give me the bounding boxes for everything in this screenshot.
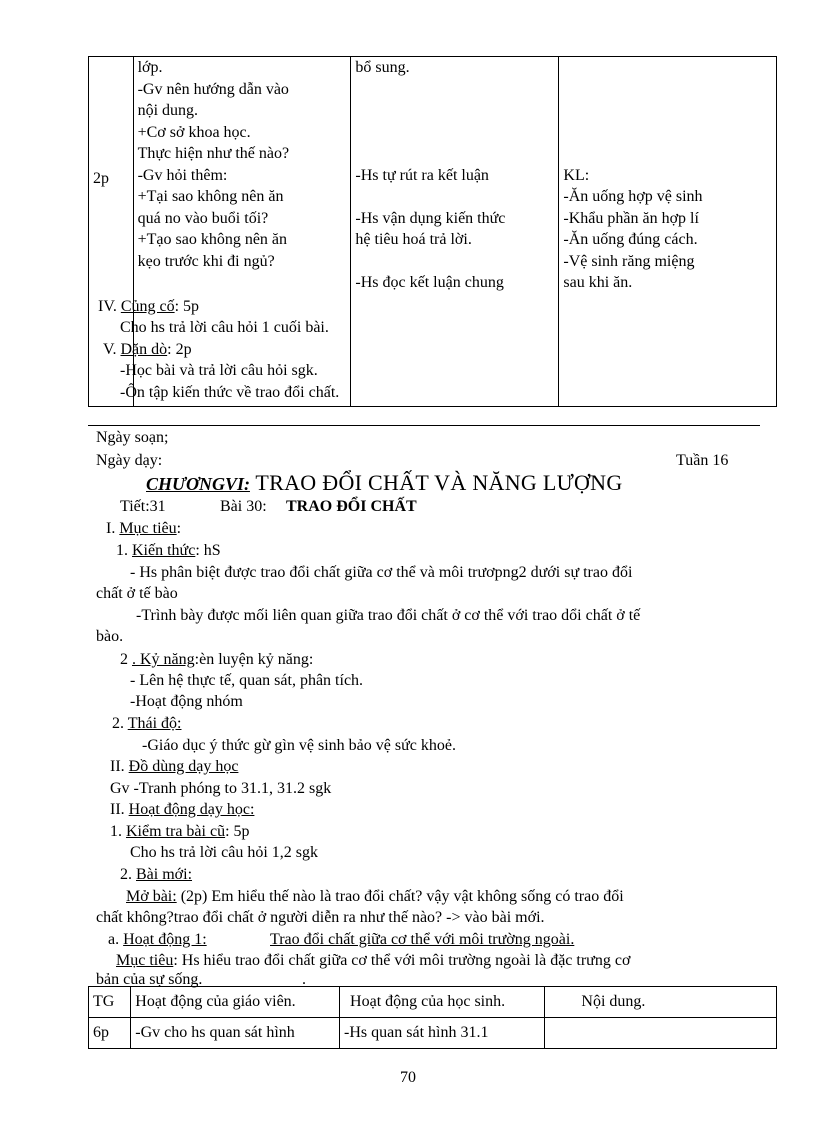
bottom-lesson-table: [88, 986, 777, 1049]
cell-line: [355, 251, 554, 273]
cell-line: [563, 79, 772, 101]
cell-line: [355, 79, 554, 101]
cell-line: -Ăn uống hợp vệ sinh: [563, 188, 703, 205]
content-lines: [563, 57, 772, 294]
section-v-line1: -Học bài và trả lời câu hỏi sgk.: [120, 362, 318, 379]
row-teacher: -Gv cho hs quan sát hình: [131, 1018, 340, 1049]
cell-line: KL:: [563, 166, 590, 184]
cell-line: lớp.: [137, 59, 163, 76]
hoat-dong-heading: II. Hoạt động dạy học:: [110, 801, 255, 818]
section-v-line2: -Ôn tập kiến thức về trao đổi chất.: [120, 384, 340, 401]
ky-nang-line1: - Lên hệ thực tế, quan sát, phân tích.: [130, 672, 364, 689]
cell-line: [563, 122, 772, 144]
thai-do-line1: -Giáo dục ý thức gừ gìn vệ sinh bảo vệ sức khoẻ.: [142, 737, 456, 754]
kien-thuc-heading: 1. Kiến thức: hS: [116, 542, 221, 559]
mo-bai-line2: chất không?trao đổi chất ở người diễn ra như thế nào? -> vào bài mới.: [96, 909, 545, 926]
cell-line: bổ sung.: [355, 59, 410, 76]
student-activity-cell: [351, 57, 559, 407]
muc-tieu-hd1-line1: Mục tiêu: Hs hiểu trao đổi chất giữa cơ thể với môi trường ngoài là đặc trưng cơ: [116, 952, 631, 969]
page-number: 70: [400, 1069, 416, 1086]
teacher-activity-lines: [138, 57, 347, 272]
cell-line: -Hs đọc kết luận chung: [355, 274, 504, 291]
bai-moi-heading: 2. Bài mới:: [120, 866, 193, 883]
ngay-day: Ngày dạy:: [96, 452, 163, 469]
tuan: Tuần 16: [676, 452, 729, 469]
chapter-heading: [146, 470, 623, 499]
separator-line: [88, 425, 760, 426]
cell-line: hệ tiêu hoá trả lời.: [355, 231, 472, 248]
section-iv-title: Củng cố: [120, 298, 175, 315]
muc-tieu-hd1-dot: .: [302, 971, 306, 988]
header-tg: TG: [89, 987, 131, 1018]
do-dung-heading: II. Đồ dùng dạy học: [110, 758, 239, 775]
cell-line: [355, 143, 554, 165]
row-content: [545, 1018, 777, 1049]
row-student: -Hs quan sát hình 31.1: [340, 1018, 545, 1049]
section-iv-heading: IV. Củng cố: 5p: [98, 298, 200, 315]
do-dung-line: Gv -Tranh phóng to 31.1, 31.2 sgk: [110, 780, 332, 797]
hoat-dong-1-title: Trao đổi chất giữa cơ thể với môi trường ngoài.: [270, 931, 575, 948]
cell-line: -Khẩu phần ăn hợp lí: [563, 209, 699, 227]
cell-line: [563, 57, 772, 79]
cell-line: [355, 122, 554, 144]
kien-thuc-line2b: bào.: [96, 628, 124, 645]
cell-line: Thực hiện như thế nào?: [137, 145, 290, 162]
row-time: 6p: [89, 1018, 131, 1049]
tiet: Tiết:31: [120, 498, 166, 515]
cell-line: [355, 100, 554, 122]
bai-title: TRAO ĐỔI CHẤT: [286, 498, 417, 515]
cell-line: -Gv hỏi thêm:: [137, 166, 228, 184]
ktbc-heading: 1. Kiểm tra bài cũ: 5p: [110, 823, 250, 840]
bai-number: Bài 30:: [220, 498, 267, 515]
ngay-soan: Ngày soạn;: [96, 429, 169, 446]
chapter-tag: CHƯƠNGVI:: [146, 474, 250, 494]
student-activity-lines: [355, 57, 554, 294]
header-teacher: Hoạt động của giáo viên.: [131, 987, 340, 1018]
cell-line: kẹo trước khi đi ngủ?: [137, 252, 275, 270]
cell-line: -Ăn uống đúng cách.: [563, 231, 698, 248]
cell-line: nội dung.: [137, 102, 199, 119]
ky-nang-line2: -Hoạt động nhóm: [130, 693, 243, 710]
chapter-title: TRAO ĐỔI CHẤT VÀ NĂNG LƯỢNG: [249, 470, 623, 495]
cell-line: -Vệ sinh răng miệng: [563, 252, 695, 270]
muc-tieu-hd1-line2: bản của sự sống.: [96, 971, 203, 988]
cell-line: +Tạo sao không nên ăn: [137, 231, 288, 248]
muc-tieu-heading: I. Mục tiêu:: [106, 520, 182, 537]
kien-thuc-line2: -Trình bày được mối liên quan giữa trao đổi chất ở cơ thể với trao dổi chất ở tế: [136, 607, 641, 624]
ktbc-line: Cho hs trả lời câu hỏi 1,2 sgk: [130, 844, 318, 861]
thai-do-heading: 2. Thái độ:: [112, 715, 182, 732]
time-value: 2p: [93, 170, 109, 187]
section-v-title: Dặn dò: [120, 341, 168, 358]
cell-line: -Hs tự rút ra kết luận: [355, 166, 489, 184]
cell-line: -Hs vận dụng kiến thức: [355, 209, 506, 227]
table-header-row: [89, 987, 777, 1018]
mo-bai-line1: Mở bài: (2p) Em hiểu thế nào là trao đổi chất? vậy vật không sống có trao đổi: [126, 888, 624, 905]
cell-line: [563, 143, 772, 165]
header-student: Hoạt động của học sinh.: [340, 987, 545, 1018]
table-row: [89, 1018, 777, 1049]
section-v-heading: V. Dặn dò: 2p: [103, 341, 192, 358]
cell-line: -Gv nên hướng dẫn vào: [137, 80, 289, 98]
cell-line: +Tại sao không nên ăn: [137, 188, 284, 205]
cell-line: sau khi ăn.: [563, 274, 633, 291]
cell-line: +Cơ sở khoa học.: [137, 123, 251, 141]
hoat-dong-1-heading: a. Hoạt động 1:: [108, 931, 207, 948]
header-content: Nội dung.: [545, 987, 777, 1018]
kien-thuc-line1b: chất ở tế bào: [96, 585, 178, 602]
cell-line: [563, 100, 772, 122]
ky-nang-heading: 2 . Kỷ năng:èn luyện kỷ năng:: [120, 651, 314, 668]
content-cell: [559, 57, 777, 407]
cell-line: quá no vào buổi tối?: [137, 209, 269, 227]
section-iv-line: Cho hs trả lời câu hỏi 1 cuối bài.: [120, 319, 329, 336]
cell-line: [355, 186, 554, 208]
kien-thuc-line1: - Hs phân biệt được trao đổi chất giữa cơ thể và môi trươpng2 dưới sự trao đổi: [130, 564, 633, 581]
